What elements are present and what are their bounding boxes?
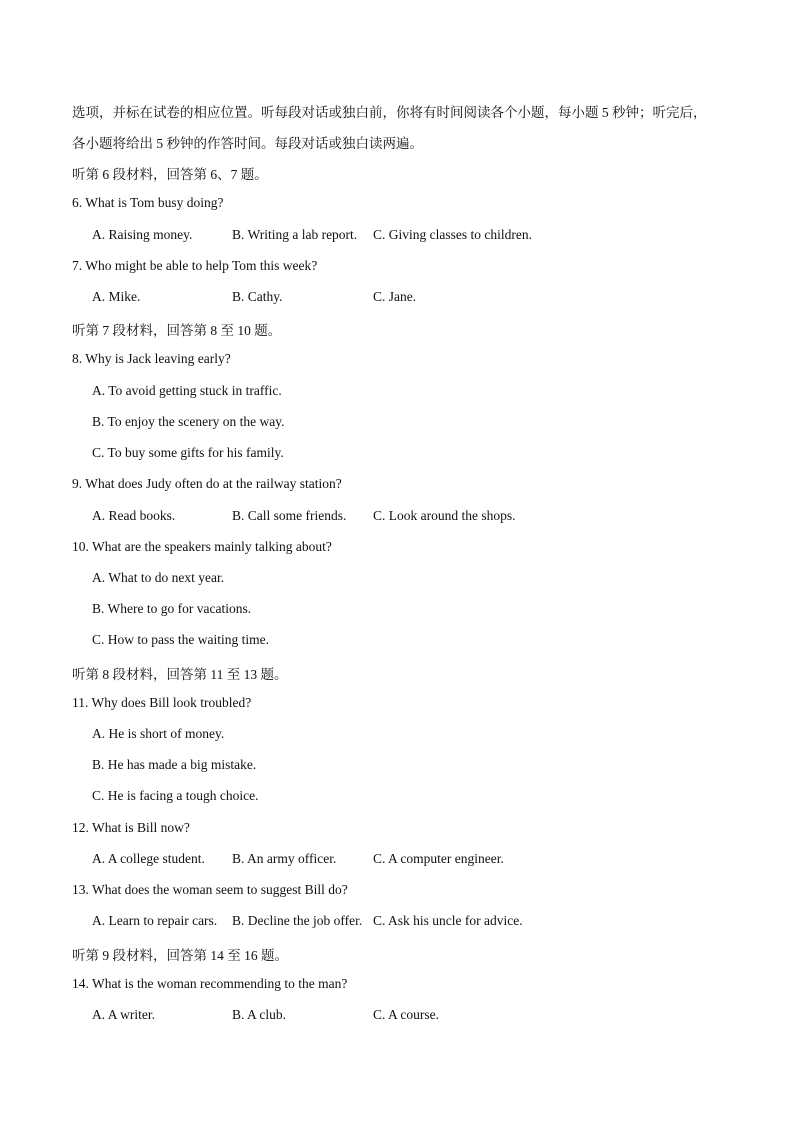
option-b: B. An army officer. xyxy=(232,851,337,866)
option-a: A. He is short of money. xyxy=(92,726,225,741)
option-a: A. To avoid getting stuck in traffic. xyxy=(92,383,282,398)
question-stem: 6. What is Tom busy doing? xyxy=(72,195,224,210)
option-b: B. Decline the job offer. xyxy=(232,913,363,928)
option-b: B. Writing a lab report. xyxy=(232,227,358,242)
option-c: C. To buy some gifts for his family. xyxy=(92,445,284,460)
option-a: A. A writer. xyxy=(92,1007,155,1022)
option-b: B. Where to go for vacations. xyxy=(92,601,252,616)
option-c: C. He is facing a tough choice. xyxy=(92,788,259,803)
option-c: C. How to pass the waiting time. xyxy=(92,632,269,647)
option-b: B. He has made a big mistake. xyxy=(92,757,257,772)
option-c: C. Giving classes to children. xyxy=(373,227,532,242)
section-heading: 听第 6 段材料，回答第 6、7 题。 xyxy=(72,167,268,182)
option-b: B. To enjoy the scenery on the way. xyxy=(92,414,285,429)
option-b: B. A club. xyxy=(232,1007,287,1022)
question-stem: 12. What is Bill now? xyxy=(72,820,190,835)
question-stem: 11. Why does Bill look troubled? xyxy=(72,695,252,710)
option-b: B. Call some friends. xyxy=(232,508,347,523)
option-a: A. What to do next year. xyxy=(92,570,225,585)
option-a: A. Mike. xyxy=(92,289,141,304)
option-b: B. Cathy. xyxy=(232,289,283,304)
question-stem: 10. What are the speakers mainly talking about? xyxy=(72,539,332,554)
question-stem: 13. What does the woman seem to suggest Bill do? xyxy=(72,882,348,897)
question-stem: 14. What is the woman recommending to the man? xyxy=(72,976,348,991)
section-heading: 听第 7 段材料，回答第 8 至 10 题。 xyxy=(72,323,282,338)
section-heading: 听第 9 段材料，回答第 14 至 16 题。 xyxy=(72,948,288,963)
option-c: C. A course. xyxy=(373,1007,439,1022)
option-a: A. Raising money. xyxy=(92,227,193,242)
option-a: A. A college student. xyxy=(92,851,205,866)
section-heading: 听第 8 段材料，回答第 11 至 13 题。 xyxy=(72,667,288,682)
question-stem: 7. Who might be able to help Tom this week? xyxy=(72,258,318,273)
option-a: A. Learn to repair cars. xyxy=(92,913,218,928)
question-stem: 9. What does Judy often do at the railway station? xyxy=(72,476,342,491)
option-c: C. A computer engineer. xyxy=(373,851,504,866)
question-stem: 8. Why is Jack leaving early? xyxy=(72,351,231,366)
option-c: C. Jane. xyxy=(373,289,417,304)
option-c: C. Ask his uncle for advice. xyxy=(373,913,523,928)
instructions-line-2: 各小题将给出 5 秒钟的作答时间。每段对话或独白读两遍。 xyxy=(72,136,423,151)
instructions-line-1: 选项，并标在试卷的相应位置。听每段对话或独白前，你将有时间阅读各个小题，每小题 5 秒钟；听完后， xyxy=(72,105,707,120)
option-a: A. Read books. xyxy=(92,508,176,523)
option-c: C. Look around the shops. xyxy=(373,508,516,523)
